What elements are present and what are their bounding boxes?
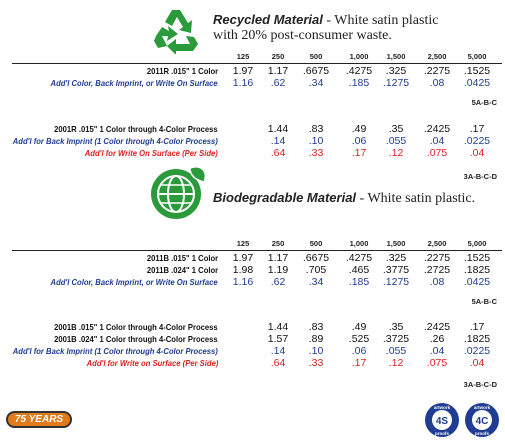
price-cell: .075 (426, 147, 448, 159)
recycle-icon (150, 6, 202, 54)
badge-4c-label: 4C (475, 416, 489, 427)
price-cell: .04 (469, 357, 485, 369)
price-cell: .2725 (423, 264, 451, 276)
price-cell: 1.57 (267, 333, 289, 345)
row-label: 2001B .024" 1 Color through 4-Color Process (54, 334, 218, 344)
price-cell: .3775 (382, 264, 410, 276)
badge-4c-bottom: proofs (475, 431, 489, 436)
price-cell: .17 (351, 357, 367, 369)
price-cell: .465 (348, 264, 370, 276)
price-cell: .705 (305, 264, 327, 276)
qty-header: 1,000 (349, 52, 369, 61)
qty-header: 1,500 (386, 239, 406, 248)
price-cell: .10 (308, 135, 324, 147)
price-cell: .33 (308, 357, 324, 369)
price-cell: .06 (351, 345, 367, 357)
price-cell: .89 (308, 333, 324, 345)
price-cell: .04 (429, 135, 445, 147)
75-years-badge (6, 411, 72, 428)
price-cell: .3725 (382, 333, 410, 345)
qty-header: 500 (309, 52, 323, 61)
price-cell: .06 (351, 135, 367, 147)
row-label: 2001R .015" 1 Color through 4-Color Process (54, 124, 218, 134)
price-cell: .62 (270, 77, 286, 89)
price-cell: .1825 (463, 333, 491, 345)
price-cell: 1.44 (267, 123, 289, 135)
price-cell: .2425 (423, 123, 451, 135)
price-code: 3A-B-C-D (463, 380, 497, 389)
price-cell: .1525 (463, 252, 491, 264)
price-cell: .17 (351, 147, 367, 159)
price-cell: .2275 (423, 65, 451, 77)
price-cell: .1825 (463, 264, 491, 276)
badge-4c-top: artwork (473, 405, 491, 410)
price-cell: .10 (308, 345, 324, 357)
price-cell: .525 (348, 333, 370, 345)
price-cell: .12 (388, 357, 404, 369)
price-cell: .04 (469, 147, 485, 159)
price-cell: .0225 (463, 345, 491, 357)
price-cell: .35 (388, 123, 404, 135)
qty-header: 250 (271, 239, 285, 248)
price-code: 3A-B-C-D (463, 172, 497, 181)
price-cell: .08 (429, 77, 445, 89)
row-label: Add'l for Write on Surface (Per Side) (86, 358, 218, 368)
section2-title-bold: Biodegradable Material (213, 190, 357, 205)
price-cell: .17 (469, 123, 485, 135)
price-cell: .83 (308, 123, 324, 135)
price-cell: .1525 (463, 65, 491, 77)
price-cell: 1.17 (267, 252, 289, 264)
price-cell: .1275 (382, 276, 410, 288)
globe-leaf-icon (146, 160, 210, 224)
qty-header: 5,000 (467, 52, 487, 61)
price-cell: .64 (270, 357, 286, 369)
price-cell: .33 (308, 147, 324, 159)
row-label: Add'l Color, Back Imprint, or Write On Surface (50, 78, 218, 88)
price-cell: .34 (308, 276, 324, 288)
price-cell: .4275 (345, 252, 373, 264)
section1-title-bold: Recycled Material (213, 12, 323, 27)
artwork-proof-4c-badge (464, 402, 500, 438)
price-cell: .0425 (463, 77, 491, 89)
price-cell: .49 (351, 321, 367, 333)
price-cell: 1.16 (232, 77, 254, 89)
row-label: 2011B .015" 1 Color (146, 253, 218, 263)
price-cell: .055 (385, 345, 407, 357)
qty-header: 1,000 (349, 239, 369, 248)
price-cell: .12 (388, 147, 404, 159)
price-cell: .055 (385, 135, 407, 147)
price-cell: .35 (388, 321, 404, 333)
qty-header: 2,500 (427, 239, 447, 248)
badge-4s-bottom: proofs (435, 431, 449, 436)
price-cell: .14 (270, 135, 286, 147)
price-cell: .14 (270, 345, 286, 357)
price-cell: .6675 (302, 252, 330, 264)
badge-4s-label: 4S (435, 416, 449, 427)
row-label: Add'l for Write On Surface (Per Side) (84, 148, 218, 158)
price-cell: .04 (429, 345, 445, 357)
price-code: 5A-B-C (471, 98, 497, 107)
price-cell: .2275 (423, 252, 451, 264)
section1-title-line2: with 20% post-consumer waste. (213, 28, 392, 43)
header-rule (12, 63, 502, 64)
price-cell: 1.98 (232, 264, 254, 276)
badge-4s-top: artwork (433, 405, 451, 410)
price-cell: .325 (385, 252, 407, 264)
qty-header: 2,500 (427, 52, 447, 61)
price-code: 5A-B-C (471, 297, 497, 306)
price-cell: .08 (429, 276, 445, 288)
price-cell: .325 (385, 65, 407, 77)
75-years-label: 75 YEARS (14, 414, 64, 425)
price-cell: .83 (308, 321, 324, 333)
row-label: 2011B .024" 1 Color (146, 265, 218, 275)
row-label: Add'l Color, Back Imprint, or Write On Surface (50, 277, 218, 287)
price-cell: .17 (469, 321, 485, 333)
qty-header: 5,000 (467, 239, 487, 248)
price-cell: .62 (270, 276, 286, 288)
price-cell: 1.44 (267, 321, 289, 333)
price-cell: .075 (426, 357, 448, 369)
price-cell: 1.97 (232, 252, 254, 264)
qty-header: 1,500 (386, 52, 406, 61)
section2-title (213, 190, 493, 206)
price-cell: .34 (308, 77, 324, 89)
price-cell: .4275 (345, 65, 373, 77)
price-cell: .0425 (463, 276, 491, 288)
price-cell: .64 (270, 147, 286, 159)
qty-header: 125 (236, 52, 250, 61)
price-cell: 1.16 (232, 276, 254, 288)
qty-header: 125 (236, 239, 250, 248)
qty-header: 500 (309, 239, 323, 248)
price-cell: 1.97 (232, 65, 254, 77)
price-cell: .49 (351, 123, 367, 135)
artwork-proof-4s-badge (424, 402, 460, 438)
header-rule (12, 250, 502, 251)
price-cell: .185 (348, 276, 370, 288)
row-label: Add'l for Back Imprint (1 Color through 4-Color Process) (13, 346, 218, 356)
price-cell: .2425 (423, 321, 451, 333)
price-cell: .185 (348, 77, 370, 89)
section2-title-rest: - White satin plastic. (356, 191, 476, 206)
row-label: Add'l for Back Imprint (1 Color through 4-Color Process) (13, 136, 218, 146)
price-cell: .0225 (463, 135, 491, 147)
row-label: 2011R .015" 1 Color (146, 66, 218, 76)
price-cell: .1275 (382, 77, 410, 89)
price-cell: 1.17 (267, 65, 289, 77)
section1-title (213, 12, 473, 43)
price-cell: .26 (429, 333, 445, 345)
price-cell: 1.19 (267, 264, 289, 276)
row-label: 2001B .015" 1 Color through 4-Color Process (54, 322, 218, 332)
section1-title-rest: - White satin plastic (322, 13, 439, 28)
qty-header: 250 (271, 52, 285, 61)
price-cell: .6675 (302, 65, 330, 77)
